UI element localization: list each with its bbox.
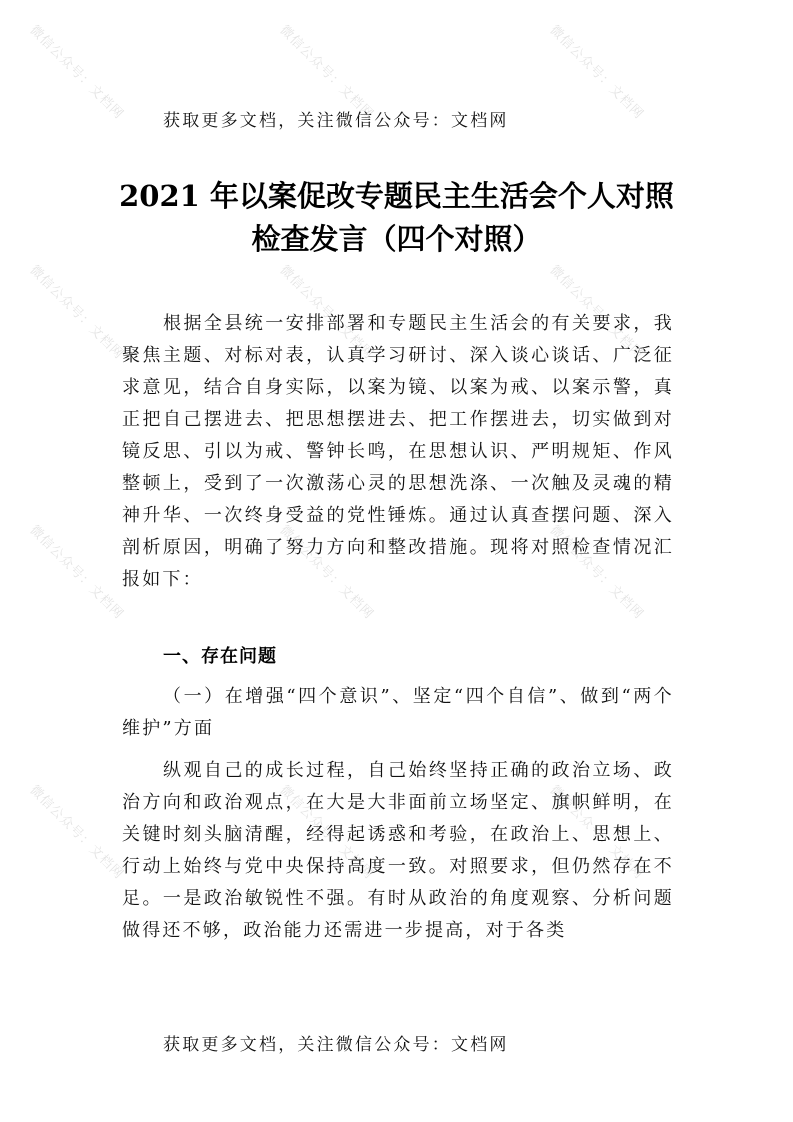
watermark-text: 微信公众号：文档网 [276,262,377,363]
watermark-text: 微信公众号：文档网 [276,522,377,623]
watermark-text: 微信公众号：文档网 [546,262,647,363]
watermark-text: 微信公众号：文档网 [26,262,127,363]
body-paragraph: 纵观自己的成长过程，自己始终坚持正确的政治立场、政治方向和政治观点，在大是大非面前立场坚定、旗帜鲜明，在关键时刻头脑清醒，经得起诱惑和考验，在政治上、思想上、行动上始终与党中央保持高度一致。对照要求，但仍然存在不足。一是政治敏锐性不强。有时从政治的角度观察、分析问题做得还不够，政治能力还需进一步提高，对于各类 [122,760,674,941]
watermark-text: 微信公众号：文档网 [276,22,377,123]
subsection-heading: （一）在增强“四个意识”、坚定“四个自信”、做到“两个维护”方面 [122,686,674,739]
watermark-text: 微信公众号：文档网 [276,782,377,883]
watermark-text: 微信公众号：文档网 [546,522,647,623]
watermark-text: 微信公众号：文档网 [26,22,127,123]
document-title-line-1: 2021 年以案促改专题民主生活会个人对照 [119,179,674,213]
watermark-text: 微信公众号：文档网 [546,22,647,123]
watermark-text: 微信公众号：文档网 [546,782,647,883]
section-heading: 一、存在问题 [163,646,277,667]
header-text: 获取更多文档，关注微信公众号：文档网 [163,111,509,131]
watermark-text: 微信公众号：文档网 [26,782,127,883]
footer-text: 获取更多文档，关注微信公众号：文档网 [163,1035,509,1055]
document-title-line-2: 检查发言（四个对照） [251,222,542,256]
watermark-text: 微信公众号：文档网 [26,522,127,623]
intro-paragraph: 根据全县统一安排部署和专题民主生活会的有关要求，我聚焦主题、对标对表，认真学习研讨、深入谈心谈话、广泛征求意见，结合自身实际，以案为镜、以案为戒、以案示警，真正把自己摆进去、把思想摆进去、把工作摆进去，切实做到对镜反思、引以为戒、警钟长鸣，在思想认识、严明规矩、作风整顿上，受到了一次激荡心灵的思想洗涤、一次触及灵魂的精神升华、一次终身受益的党性锤炼。通过认真查摆问题、深入剖析原因，明确了努力方向和整改措施。现将对照检查情况汇报如下： [122,313,674,590]
